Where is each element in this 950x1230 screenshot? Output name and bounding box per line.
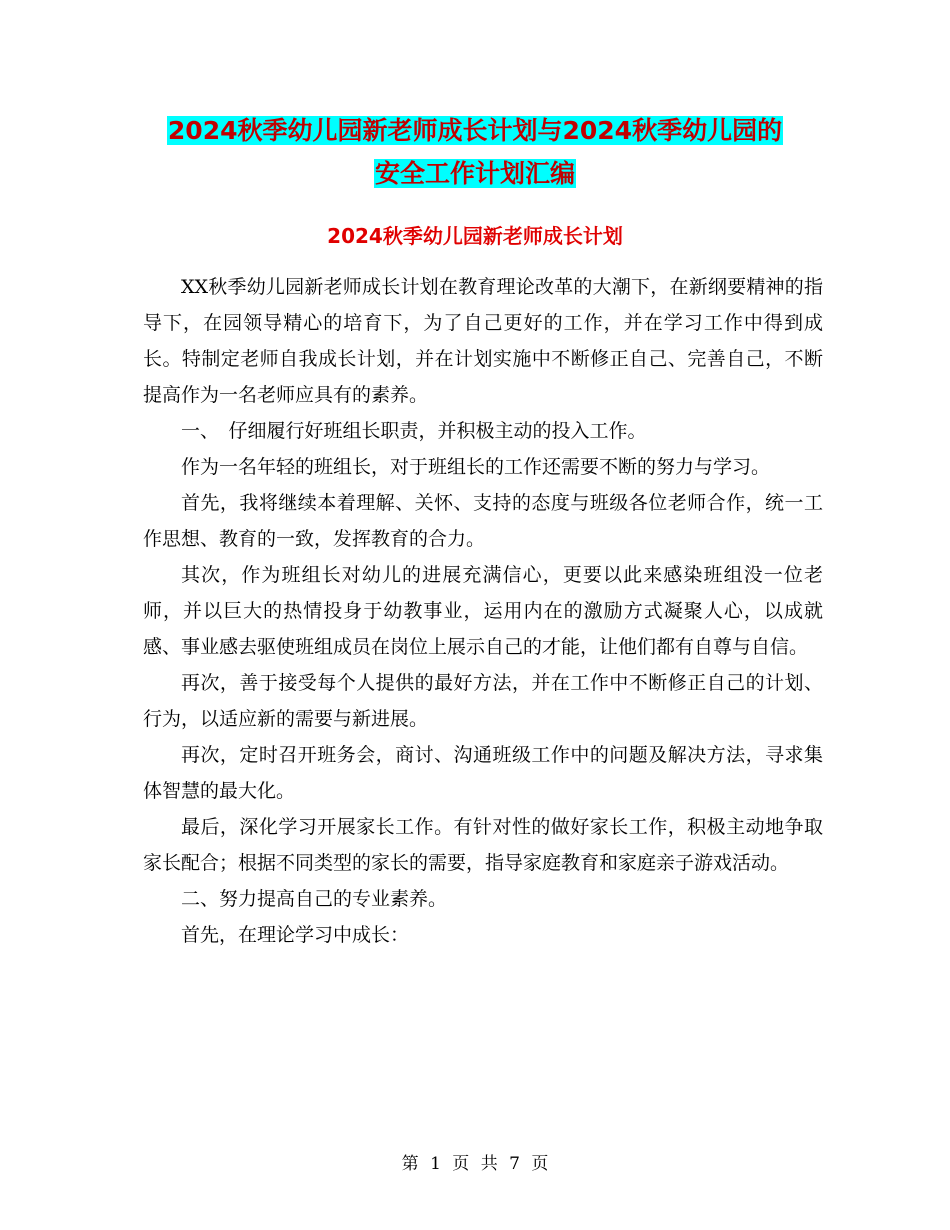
paragraph-last: 最后，深化学习开展家长工作。有针对性的做好家长工作，积极主动地争取家长配合；根据不同类型的家长的需要，指导家庭教育和家庭亲子游戏活动。 (143, 816, 823, 874)
section-heading: 2024秋季幼儿园新老师成长计划 (327, 224, 623, 248)
paragraph-third: 再次，善于接受每个人提供的最好方法，并在工作中不断修正自己的计划、行为，以适应新的需要与新进展。 (143, 672, 823, 730)
paragraph-point-1-heading: 一、 仔细履行好班组长职责，并积极主动的投入工作。 (181, 420, 647, 442)
paragraph-second: 其次，作为班组长对幼儿的进展充满信心，更要以此来感染班组没一位老师，并以巨大的热情投身于幼教事业，运用内在的激励方式凝聚人心，以成就感、事业感去驱使班组成员在岗位上展示自己的才能，让他们都有自尊与自信。 (143, 564, 823, 658)
paragraph-first: 首先，我将继续本着理解、关怀、支持的态度与班级各位老师合作，统一工作思想、教育的一致，发挥教育的合力。 (143, 492, 823, 550)
paragraph-team-leader: 作为一名年轻的班组长，对于班组长的工作还需要不断的努力与学习。 (181, 456, 771, 478)
paragraph-fourth: 再次，定时召开班务会，商讨、沟通班级工作中的问题及解决方法，寻求集体智慧的最大化。 (143, 744, 823, 802)
paragraph-theory-study: 首先，在理论学习中成长： (181, 924, 410, 946)
paragraph-point-2-heading: 二、努力提高自己的专业素养。 (181, 888, 448, 910)
paragraph-intro: XX秋季幼儿园新老师成长计划在教育理论改革的大潮下，在新纲要精神的指导下，在园领导精心的培育下，为了自己更好的工作，并在学习工作中得到成长。特制定老师自我成长计划，并在计划实施中不断修正自己、完善自己，不断提高作为一名老师应具有的素养。 (143, 276, 823, 406)
document-title-text-2: 安全工作计划汇编 (374, 159, 575, 188)
document-body (143, 269, 823, 953)
document-title-line-2 (0, 150, 950, 198)
document-title-text-1: 2024秋季幼儿园新老师成长计划与2024秋季幼儿园的 (167, 116, 783, 145)
document-title-line-1 (0, 107, 950, 155)
page-indicator: 第 1 页 共 7 页 (401, 1154, 549, 1174)
